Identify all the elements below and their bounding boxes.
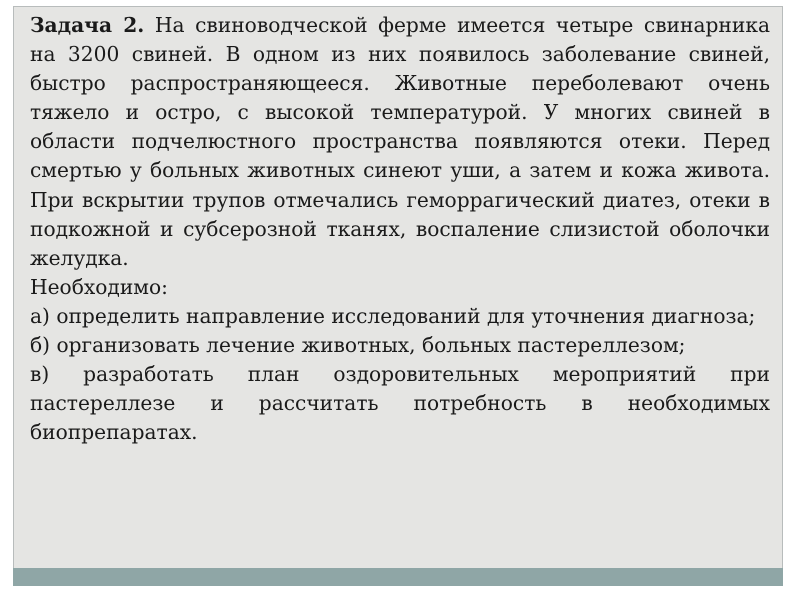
bottom-decorative-band xyxy=(13,568,783,586)
task-text-block xyxy=(30,11,770,447)
required-heading: Необходимо: xyxy=(30,274,168,299)
list-item-c: в) разработать план оздоровительных мероприятий при пастереллезе и рассчитать потребность в необходимых биопрепаратах. xyxy=(30,362,770,445)
list-item-a: а) определить направление исследований для уточнения диагноза; xyxy=(30,303,756,328)
task-title: Задача 2. xyxy=(30,13,145,37)
task-body: На свиноводческой ферме имеется четыре свинарника на 3200 свиней. В одном из них появилось заболевание свиней, быстро распространяющееся. Животные переболевают очень тяжело и остро, с высокой температурой. У многих свиней в области подчелюстного пространства появляются отеки. Перед смертью у больных животных синеют уши, а затем и кожа живота. При вскрытии трупов отмечались геморрагический диатез, отеки в подкожной и субсерозной тканях, воспаление слизистой оболочки желудка. xyxy=(30,13,770,270)
task-paragraph xyxy=(30,11,770,273)
list-item-b: б) организовать лечение животных, больных пастереллезом; xyxy=(30,333,686,358)
